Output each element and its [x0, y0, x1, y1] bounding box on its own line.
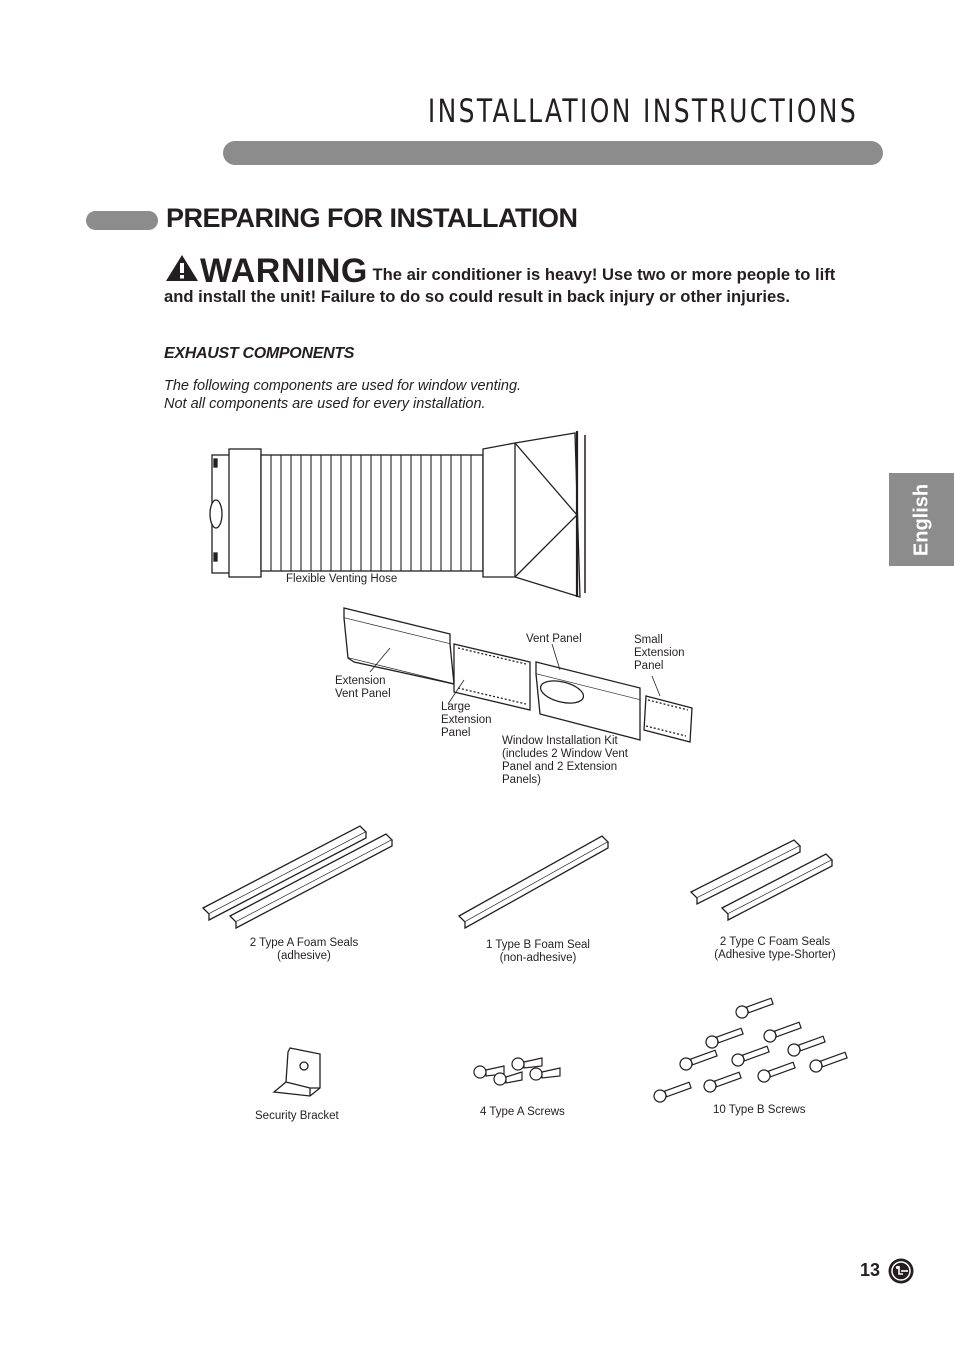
section-title: PREPARING FOR INSTALLATION — [166, 203, 578, 233]
venting-hose-illustration — [205, 425, 595, 595]
type-a-screws-label: 4 Type A Screws — [480, 1106, 565, 1118]
warning-triangle-icon — [164, 253, 200, 283]
warning-text: The air conditioner is heavy! Use two or more people to lift and install the unit! Failure to do so could result in back injury or other injuries. — [164, 265, 836, 306]
page-number: 13 — [860, 1260, 881, 1280]
warning-label: WARNING — [200, 252, 368, 290]
vent-panel-label: Vent Panel — [526, 633, 582, 645]
foam-seal-b-illustration — [456, 832, 616, 927]
intro-text — [164, 377, 521, 413]
intro-line-2: Not all components are used for every installation. — [164, 396, 486, 412]
foam-seal-a-label: 2 Type A Foam Seals (adhesive) — [249, 937, 359, 962]
foam-seal-a-illustration — [200, 822, 400, 932]
language-tab — [889, 473, 954, 566]
subsection-title: EXHAUST COMPONENTS — [164, 345, 355, 362]
large-extension-panel-label: Large Extension Panel — [441, 701, 492, 739]
type-b-screws-label: 10 Type B Screws — [713, 1104, 806, 1116]
window-kit-label: Window Installation Kit (includes 2 Window Vent Panel and 2 Extension Panels) — [502, 735, 628, 786]
security-bracket-label: Security Bracket — [255, 1110, 339, 1122]
section-marker — [86, 211, 158, 230]
foam-seal-c-label: 2 Type C Foam Seals (Adhesive type-Shorter) — [714, 936, 836, 961]
page-header-title: INSTALLATION INSTRUCTIONS — [427, 92, 858, 130]
lg-logo-icon — [888, 1258, 914, 1284]
hose-label: Flexible Venting Hose — [286, 573, 398, 585]
foam-seal-b-label: 1 Type B Foam Seal (non-adhesive) — [486, 939, 590, 964]
type-a-screws-illustration — [470, 1052, 570, 1092]
header-rule-bar — [223, 141, 883, 165]
small-extension-panel-label: Small Extension Panel — [634, 634, 685, 672]
intro-line-1: The following components are used for window venting. — [164, 378, 522, 394]
warning-block — [164, 253, 864, 308]
type-b-screws-illustration — [646, 998, 856, 1108]
extension-vent-panel-label: Extension Vent Panel — [335, 675, 391, 700]
security-bracket-illustration — [264, 1044, 334, 1104]
foam-seal-c-illustration — [688, 838, 838, 920]
language-tab-label: English — [910, 483, 932, 556]
